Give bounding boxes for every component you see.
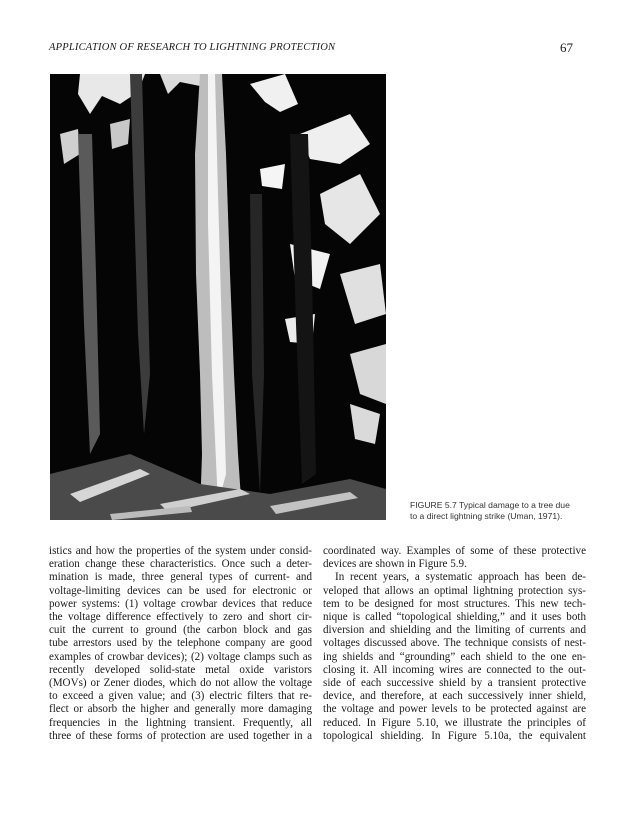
text-line: cuit the current to ground (the carbon block and gas [49, 624, 312, 637]
text-line: three of these forms of protection are used together in a [49, 729, 312, 742]
text-line: reduced. In Figure 5.10, we illustrate the principles of [323, 716, 586, 729]
text-line: In recent years, a systematic approach has been de- [335, 571, 586, 584]
running-head: APPLICATION OF RESEARCH TO LIGHTNING PROTECTION [49, 42, 336, 53]
text-line: flect or absorb the higher and generally more damaging [49, 703, 312, 716]
text-line: voltages discussed above. The technique consists of nest- [323, 637, 586, 650]
text-line: topological shielding. In Figure 5.10a, the equivalent [323, 729, 586, 742]
text-line: ing shields and “grounding” each shield to the one en- [323, 650, 586, 663]
text-line: tem to be designed for most structures. This new tech- [323, 597, 586, 610]
text-line: side of each successive shield by a transient protective [323, 677, 586, 690]
text-line: recently developed solid-state metal oxide varistors [49, 663, 312, 676]
text-line: the voltage difference effectively to zero and short cir- [49, 611, 312, 624]
text-line: to exceed a given value; and (3) electric filters that re- [49, 690, 312, 703]
figure-photo-lightning-damaged-tree [50, 74, 386, 520]
tree-photo-image [50, 74, 386, 520]
text-line: veloped that allows an optimal lightning protection sys- [323, 584, 586, 597]
caption-line: FIGURE 5.7 Typical damage to a tree due [410, 500, 570, 510]
caption-line: to a direct lightning strike (Uman, 1971). [410, 511, 563, 521]
text-line: nique is called “topological shielding,” and it uses both [323, 611, 586, 624]
left-paragraph [49, 545, 312, 743]
text-line: istics and how the properties of the system under consid- [49, 545, 312, 557]
text-line: tube arrestors used by the telephone company are good [49, 637, 312, 650]
text-line: (MOVs) or Zener diodes, which do not allow the voltage [49, 677, 312, 690]
text-line: eration change these characteristics. Once such a deter- [49, 558, 312, 571]
text-line: diversion and shielding and the limiting of currents and [323, 624, 586, 637]
figure-caption [410, 500, 585, 522]
text-line: the voltage and power levels to be protected against are [323, 703, 586, 716]
text-line: mination is made, three general types of current- and [49, 571, 312, 584]
text-line: frequencies in the lightning transient. Frequently, all [49, 716, 312, 729]
text-line: devices are shown in Figure 5.9. [323, 558, 467, 571]
left-column-text [49, 545, 312, 743]
right-paragraph-continuation [323, 545, 586, 571]
text-line: closing it. All incoming wires are connected to the out- [323, 663, 586, 676]
right-paragraph-topological-shielding [323, 571, 586, 743]
page-number: 67 [560, 40, 573, 55]
text-line: device, and therefore, at each successively inner shield, [323, 690, 586, 703]
text-line: examples of crowbar devices); (2) voltage clamps such as [49, 650, 312, 663]
right-column-text [323, 545, 586, 743]
text-line: coordinated way. Examples of some of these protective [323, 545, 586, 557]
text-line: power systems: (1) voltage crowbar devices that reduce [49, 597, 312, 610]
text-line: voltage-limiting devices can be used for electronic or [49, 584, 312, 597]
